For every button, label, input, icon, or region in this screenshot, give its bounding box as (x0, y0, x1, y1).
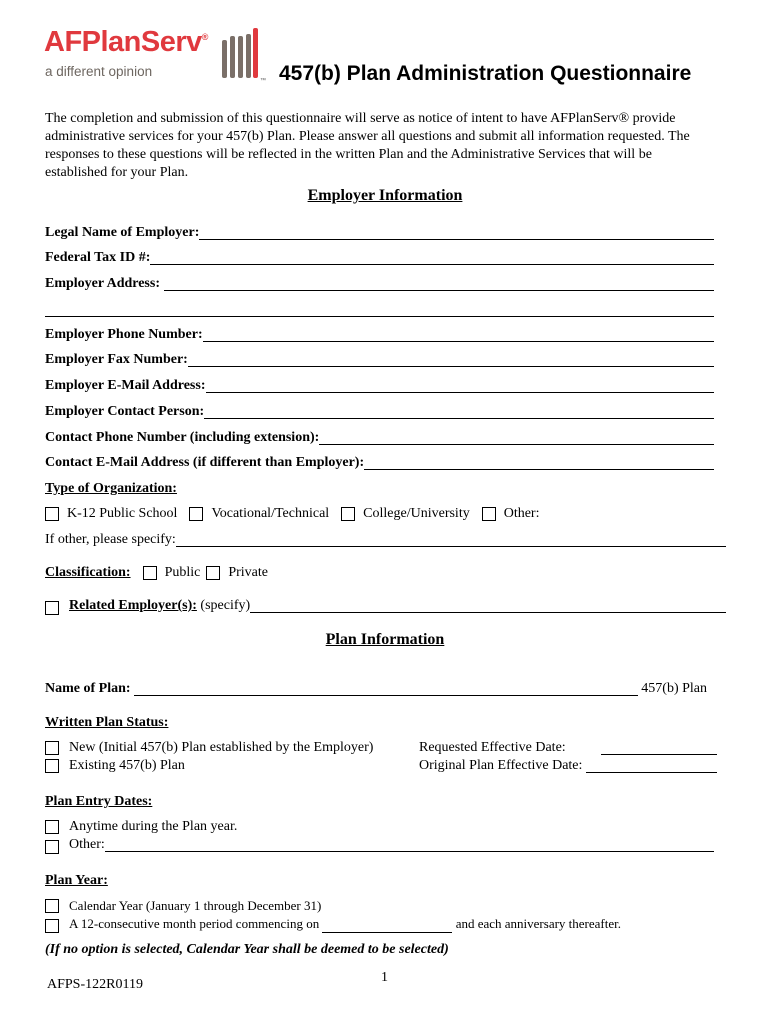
form-id: AFPS-122R0119 (47, 977, 143, 992)
field-label: Name of Plan: (45, 681, 135, 696)
original-date-label: Original Plan Effective Date: (419, 758, 586, 773)
option-anytime[interactable] (45, 818, 237, 836)
field-label: Employer Phone Number: (45, 327, 203, 342)
input-line[interactable] (188, 353, 714, 367)
plan-heading: Plan Information (325, 631, 445, 648)
option-label: Calendar Year (January 1 through December 31) (69, 898, 322, 913)
input-line[interactable] (364, 456, 714, 470)
option-k12[interactable] (45, 505, 177, 523)
field-contact-email[interactable] (45, 454, 714, 472)
intro-text: The completion and submission of this questionnaire will serve as notice of intent to have AFPlanServ® provide administrative services for your 457(b) Plan. Please answer all questions and submit all information requested. The responses to these questions will be reflected in the written Plan and the Administrative Services that will be established for your Plan. (45, 111, 690, 180)
field-label: Related Employer(s): (69, 598, 197, 613)
plan-year-label: Plan Year: (45, 873, 108, 888)
field-label: Contact Phone Number (including extension): (45, 430, 320, 445)
requested-date-input[interactable] (601, 741, 717, 755)
checkbox[interactable] (341, 507, 355, 521)
option-entry-other[interactable] (45, 836, 714, 854)
field-tax-id[interactable] (45, 249, 714, 267)
default-note: (If no option is selected, Calendar Year shall be deemed to be selected) (45, 942, 449, 957)
registered-mark: ® (201, 32, 208, 42)
input-line[interactable] (105, 838, 714, 852)
field-contact-phone[interactable] (45, 429, 714, 447)
field-if-other[interactable] (45, 531, 726, 549)
checkbox[interactable] (45, 759, 59, 773)
page-title: 457(b) Plan Administration Questionnaire (279, 62, 692, 85)
logo-wordmark (44, 26, 208, 59)
option-suffix: and each anniversary thereafter. (452, 916, 621, 931)
input-line[interactable] (176, 533, 726, 547)
field-legal-name[interactable] (45, 224, 714, 242)
input-line[interactable] (45, 303, 714, 317)
checkbox[interactable] (143, 566, 157, 580)
field-label-suffix: (specify) (196, 598, 251, 613)
field-address-line2[interactable] (45, 301, 714, 319)
field-suffix: 457(b) Plan (637, 681, 707, 696)
input-line[interactable] (319, 431, 714, 445)
commencing-date-input[interactable] (322, 919, 452, 933)
option-other[interactable] (482, 505, 540, 523)
classification-label: Classification: (45, 565, 131, 580)
option-existing-plan[interactable] (45, 757, 407, 775)
input-line[interactable] (250, 599, 726, 613)
field-plan-name[interactable] (45, 680, 707, 698)
field-label: Employer Contact Person: (45, 404, 205, 419)
option-public[interactable] (143, 564, 201, 582)
trademark: ™ (260, 78, 266, 84)
field-address[interactable] (45, 275, 714, 293)
written-plan-status-label: Written Plan Status: (45, 715, 169, 730)
checkbox[interactable] (45, 741, 59, 755)
checkbox[interactable] (189, 507, 203, 521)
option-label: K-12 Public School (67, 506, 178, 521)
input-line[interactable] (134, 682, 638, 696)
option-college[interactable] (341, 505, 470, 523)
option-calendar-year[interactable] (45, 897, 321, 915)
option-label: Private (228, 565, 268, 580)
employer-heading: Employer Information (307, 187, 463, 204)
checkbox[interactable] (482, 507, 496, 521)
option-label: Existing 457(b) Plan (69, 758, 185, 773)
input-line[interactable] (150, 251, 714, 265)
field-label: Employer E-Mail Address: (45, 378, 206, 393)
field-label: Federal Tax ID #: (45, 250, 151, 265)
checkbox[interactable] (206, 566, 220, 580)
option-label: New (Initial 457(b) Plan established by the Employer) (69, 740, 374, 755)
checkbox[interactable] (45, 919, 59, 933)
option-new-plan[interactable] (45, 739, 407, 757)
field-phone[interactable] (45, 326, 714, 344)
requested-date-label: Requested Effective Date: (419, 740, 566, 755)
field-email[interactable] (45, 377, 714, 395)
field-contact-person[interactable] (45, 403, 714, 421)
checkbox[interactable] (45, 820, 59, 834)
field-fax[interactable] (45, 351, 714, 369)
original-date-input[interactable] (586, 759, 717, 773)
type-of-organization-label: Type of Organization: (45, 481, 177, 496)
checkbox[interactable] (45, 840, 59, 854)
field-related-employers[interactable] (45, 597, 726, 615)
option-label: Anytime during the Plan year. (69, 819, 238, 834)
checkbox[interactable] (45, 507, 59, 521)
logo-name: AFPlanServ (44, 26, 202, 58)
option-label: A 12-consecutive month period commencing on (69, 916, 323, 931)
input-line[interactable] (204, 405, 714, 419)
input-line[interactable] (164, 277, 714, 291)
logo-tagline: a different opinion (45, 64, 153, 79)
option-private[interactable] (206, 564, 268, 582)
input-line[interactable] (206, 379, 715, 393)
field-label: If other, please specify: (45, 532, 176, 547)
input-line[interactable] (199, 226, 714, 240)
field-label: Legal Name of Employer: (45, 225, 200, 240)
option-label: Public (164, 565, 201, 580)
input-line[interactable] (203, 328, 714, 342)
field-label: Employer Address: (45, 276, 160, 291)
field-label: Contact E-Mail Address (if different than Employer): (45, 455, 365, 470)
page-number: 1 (381, 970, 388, 985)
checkbox[interactable] (45, 601, 59, 615)
logo-bars-icon (222, 28, 262, 80)
option-label: Vocational/Technical (211, 506, 330, 521)
option-vocational[interactable] (189, 505, 329, 523)
plan-entry-dates-label: Plan Entry Dates: (45, 794, 153, 809)
option-label: Other: (69, 837, 105, 852)
option-label: College/University (363, 506, 470, 521)
option-label: Other: (503, 506, 540, 521)
field-label: Employer Fax Number: (45, 352, 188, 367)
option-12-month[interactable] (45, 915, 714, 933)
checkbox[interactable] (45, 899, 59, 913)
